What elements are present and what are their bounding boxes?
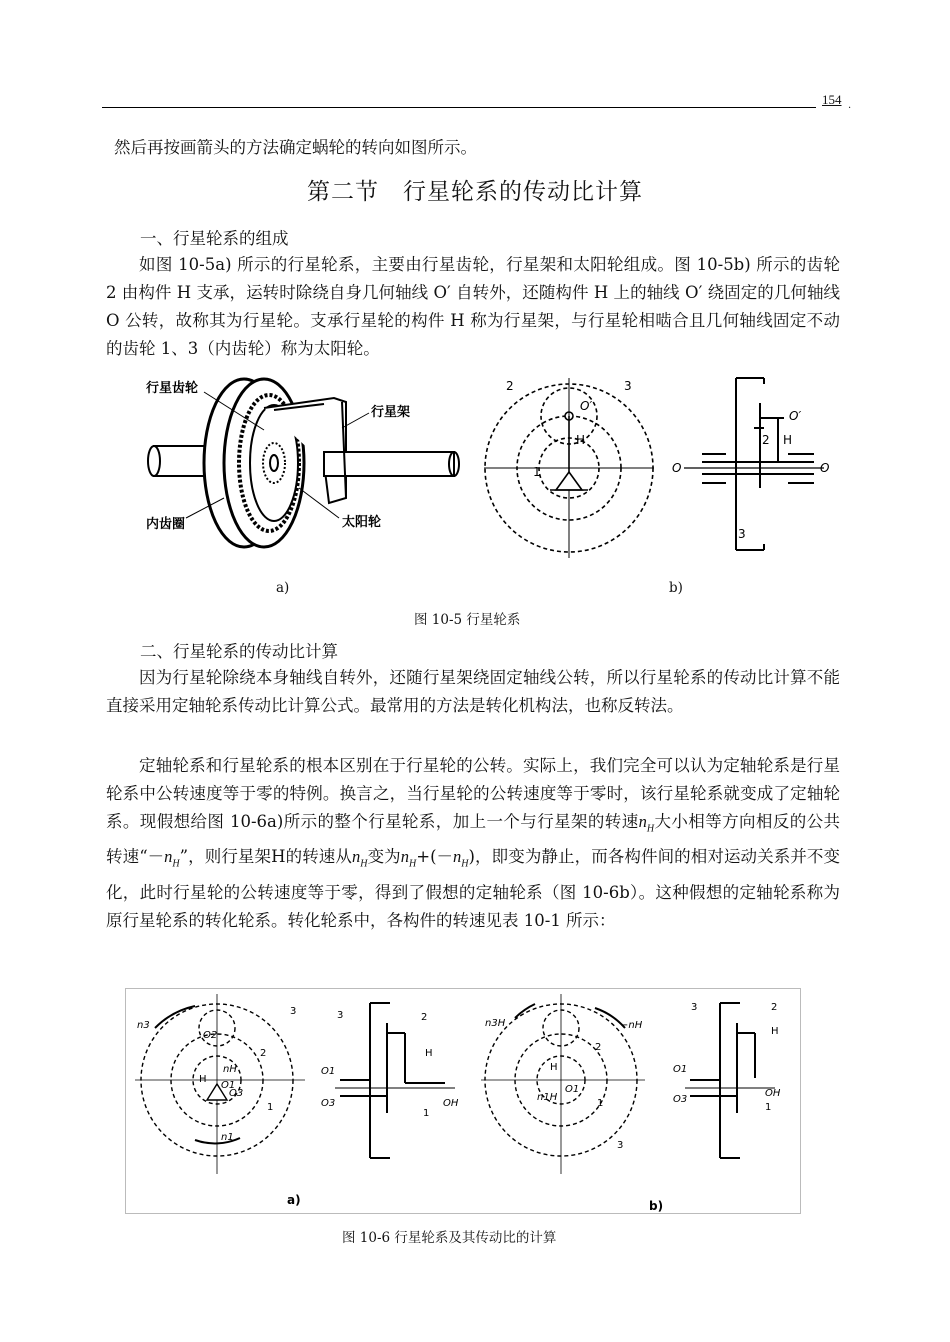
- label-b-H: H: [576, 433, 586, 447]
- fig6a-right-OH: OH: [443, 1098, 459, 1109]
- fig6a-right-2: 2: [421, 1012, 428, 1023]
- figure-10-6-caption: 图 10-6 行星轮系及其传动比的计算: [342, 1230, 557, 1246]
- label-ring-gear: 内齿圈: [146, 517, 186, 532]
- figure-10-6-sub-a: a): [287, 1193, 301, 1207]
- paragraph-3-part-1: 定轴轮系和行星轮系的根本区别在于行星轮的公转。实际上，我们完全可以认为定轴轮系是行星轮系中公转速度等于零的特例。换言之，当行星轮的公转速度等于零时，该行星轮系就变成了定轴轮系。现假想给图 10-6a)所示的整个行星轮系，加上一个与行星架的转速: [106, 756, 840, 831]
- label-planet-gear: 行星齿轮: [146, 381, 199, 396]
- fig6a-label-H: H: [199, 1074, 207, 1085]
- fig6b-label-1: 1: [597, 1098, 604, 1109]
- fig6b-label-2: 2: [595, 1042, 602, 1053]
- fig6a-label-O3: O3: [229, 1088, 244, 1099]
- fig6b-label-H: H: [550, 1062, 558, 1073]
- page-number: 154: [822, 92, 842, 107]
- fig6b-right-2: 2: [771, 1002, 778, 1013]
- subheading-2: 二、行星轮系的传动比计算: [140, 642, 338, 661]
- fig6b-label-3: 3: [617, 1140, 624, 1151]
- fig6a-right-H: H: [425, 1048, 433, 1059]
- fig6a-right-O3: O3: [321, 1098, 336, 1109]
- paragraph-2: 因为行星轮除绕本身轴线自转外，还随行星架绕固定轴线公转，所以行星轮系的传动比计算不能直接采用定轴轮系传动比计算公式。最常用的方法是转化机构法，也称反转法。: [106, 668, 840, 715]
- figure-10-6-sub-b: b): [649, 1199, 664, 1213]
- intro-line: 然后再按画箭头的方法确定蜗轮的转向如图所示。: [114, 138, 477, 157]
- label-b-3-right: 3: [738, 527, 746, 541]
- fig6b-right-1: 1: [765, 1102, 772, 1113]
- fig6b-label-O1: O1: [565, 1084, 580, 1095]
- var-sub-H: H: [172, 858, 180, 870]
- fig6a-label-3: 3: [290, 1006, 297, 1017]
- var-n: n: [638, 812, 647, 831]
- var-nH-5: [453, 847, 469, 870]
- fig6b-right-H: H: [771, 1026, 779, 1037]
- var-n: n: [400, 847, 410, 867]
- figure-10-5a: [148, 379, 459, 547]
- var-sub-H: H: [360, 858, 368, 870]
- label-carrier: 行星架: [371, 405, 411, 420]
- figure-10-6a-right: [335, 1003, 455, 1158]
- var-n: n: [351, 847, 361, 867]
- paragraph-3: [106, 752, 840, 935]
- var-nH-4: [400, 847, 417, 870]
- paragraph-3-part-6: )，即变为静止，而各构件间的相对运动关系并不变化，此时行星轮的公转速度等于零，得到了假想的定轴轮系（图 10-6b）。这种假想的定轴轮系称为原行星轮系的转化轮系。转化轮系中，各构件的转速见表 10-1 所示：: [106, 847, 841, 930]
- paragraph-3-part-5: +(－: [416, 847, 454, 867]
- fig6b-right-O3: O3: [673, 1094, 688, 1105]
- fig6a-label-2: 2: [260, 1048, 267, 1059]
- section-title: 第二节 行星轮系的传动比计算: [307, 179, 643, 205]
- fig6a-right-O1: O1: [321, 1066, 336, 1077]
- fig6a-label-1: 1: [267, 1102, 274, 1113]
- paragraph-3-part-2: 大小相等方向相反的公共转速“－: [106, 812, 840, 867]
- figure-10-5-sub-a: a): [276, 580, 290, 596]
- fig6b-label-n1H: n1H: [537, 1092, 558, 1103]
- label-b-O-right: O: [820, 461, 830, 475]
- fig6a-label-n1: n1: [221, 1132, 234, 1143]
- var-nH-1: [638, 812, 655, 835]
- fig6a-label-n3: n3: [137, 1020, 150, 1031]
- figure-10-5-sub-b: b): [669, 580, 683, 596]
- paragraph-1: 如图 10-5a) 所示的行星轮系，主要由行星齿轮，行星架和太阳轮组成。图 10-5b) 所示的齿轮 2 由构件 H 支承，运转时除绕自身几何轴线 O′ 自转外，还随构件 H 上的轴线 O′ 绕固定的几何轴线 O 公转，故称其为行星轮。支承行星轮的构件 H 称为行星架，与行星轮相啮合且几何轴线固定不动的齿轮 1、3（内齿轮）称为太阳轮。: [106, 255, 840, 358]
- figure-10-5b-left: [484, 378, 654, 558]
- label-b-Oprime: O′: [580, 399, 593, 413]
- subheading-1: 一、行星轮系的组成: [140, 229, 289, 248]
- fig6b-right-3: 3: [691, 1002, 698, 1013]
- label-sun-gear: 太阳轮: [342, 515, 382, 530]
- label-b-2: 2: [506, 379, 514, 393]
- figure-10-6b-right: [685, 1002, 778, 1158]
- fig6a-label-O2: O2: [203, 1030, 218, 1041]
- var-sub-H: H: [461, 858, 469, 870]
- var-n: n: [164, 847, 173, 867]
- var-sub-H: H: [646, 823, 655, 835]
- page-number-dot: .: [848, 100, 852, 111]
- figure-10-5: [124, 368, 840, 572]
- label-b-H-right: H: [783, 433, 793, 447]
- figure-10-5-caption: 图 10-5 行星轮系: [414, 612, 521, 628]
- fig6b-label-minus-nH: −nH: [620, 1020, 643, 1031]
- paragraph-3-part-3: ”，则行星架H的转速从: [179, 847, 352, 867]
- label-b-1: 1: [533, 465, 541, 479]
- header-rule: [102, 107, 816, 108]
- label-b-O-left: O: [672, 461, 682, 475]
- paragraph-3-part-4: 变为: [367, 847, 401, 867]
- figure-10-6a-left: [135, 994, 305, 1174]
- figure-10-5b-right: [684, 378, 824, 550]
- figure-10-5-drawing: [124, 368, 840, 572]
- label-b-2-right: 2: [762, 433, 770, 447]
- fig6a-right-1: 1: [423, 1108, 430, 1119]
- var-nH-3: [351, 847, 368, 870]
- label-b-Oprime-right: O′: [789, 409, 802, 423]
- figure-10-6: [125, 988, 801, 1214]
- fig6a-label-O1: O1: [221, 1080, 236, 1091]
- figure-10-6-drawing: [125, 988, 801, 1214]
- var-sub-H: H: [409, 858, 417, 870]
- fig6a-right-3: 3: [337, 1010, 344, 1021]
- fig6b-right-OH: OH: [765, 1088, 781, 1099]
- fig6a-label-nH: nH: [223, 1064, 237, 1075]
- label-b-3: 3: [624, 379, 632, 393]
- var-nH-2: [164, 847, 180, 870]
- fig6b-label-n3H: n3H: [485, 1018, 506, 1029]
- var-n: n: [453, 847, 462, 867]
- fig6b-right-O1: O1: [673, 1064, 688, 1075]
